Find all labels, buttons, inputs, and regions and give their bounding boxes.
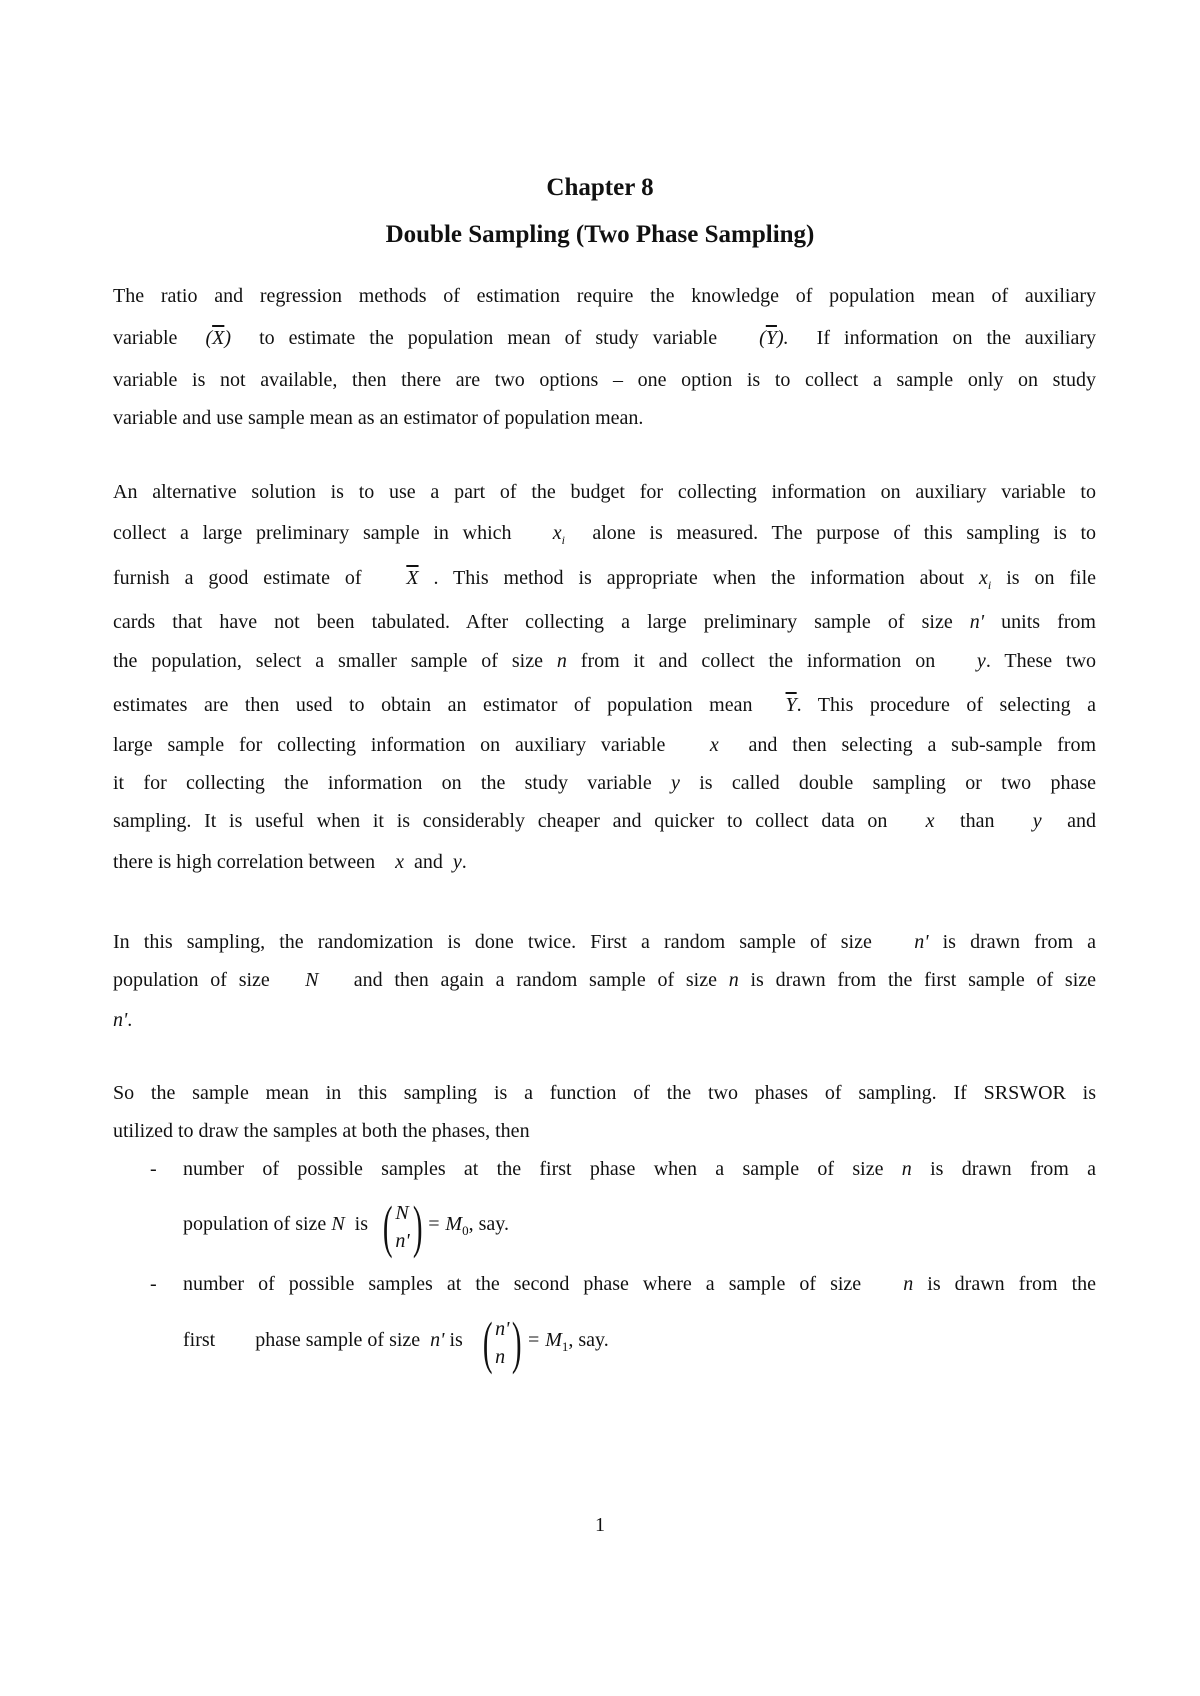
p4-line-1: So the sample mean in this sampling is a function of the two phases of sampling. If SRSWOR is [113, 1082, 1096, 1104]
p4-line-2: utilized to draw the samples at both the phases, then [113, 1120, 530, 1142]
p3-line-2: population of size N and then again a random sample of size n is drawn from the first sample of size [113, 969, 1097, 991]
binomial-coefficient: ( n' n ) [482, 1309, 522, 1375]
x-bar-symbol: $(\overline{X})$ [205, 327, 232, 349]
bullet-2-line-1: number of possible samples at the second phase where a sample of size n is drawn from the [183, 1273, 1097, 1295]
p2-line-9: sampling. It is useful when it is considerably cheaper and quicker to collect data on x than y and [113, 810, 1096, 832]
p1-line-3: variable is not available, then there are two options – one option is to collect a sample only on study [113, 369, 1096, 391]
p2-line-3: furnish a good estimate of $\overline{X}$ . This method is appropriate when the information about $x_i$ is on file [113, 567, 1097, 592]
y-bar-symbol: $(\overline{Y})$. [759, 327, 789, 349]
p2-line-1: An alternative solution is to use a part of the budget for collecting information on auxiliary variable to [113, 481, 1096, 503]
p1-line-2: variable $(\overline{X})$ to estimate the population mean of study variable $(\overline{Y})$. If information on the auxiliary [113, 327, 1097, 349]
bullet-1-line-1: number of possible samples at the first phase when a sample of size n is drawn from a [183, 1158, 1097, 1180]
bullet-2-line-2: first phase sample of size n' is ( n' n ) = $M_1$, say. [183, 1309, 609, 1375]
bullet-dash: - [150, 1273, 157, 1295]
p3-line-1: In this sampling, the randomization is done twice. First a random sample of size n' is drawn from a [113, 931, 1097, 953]
chapter-heading: Chapter 8 [546, 174, 654, 201]
p2-line-6: estimates are then used to obtain an estimator of population mean $\overline{Y}$. This procedure of selecting a [113, 694, 1097, 716]
p3-line-3: n'. [113, 1009, 133, 1031]
bullet-1-line-2: population of size N is ( N $n') = M_0$, say. [183, 1193, 509, 1259]
chapter-title: Double Sampling (Two Phase Sampling) [385, 221, 815, 248]
p2-line-2: collect a large preliminary sample in which $x_i$ alone is measured. The purpose of this sampling is to [113, 522, 1097, 547]
p1-line-1: The ratio and regression methods of estimation require the knowledge of population mean of auxiliary [113, 285, 1096, 307]
p2-line-5: the population, select a smaller sample of size n from it and collect the information on y. These two [113, 650, 1097, 672]
p2-line-4: cards that have not been tabulated. After collecting a large preliminary sample of size n' units from [113, 611, 1096, 633]
p2-line-8: it for collecting the information on the study variable y is called double sampling or two phase [113, 772, 1097, 794]
p2-line-10: there is high correlation between x and y. [113, 851, 467, 873]
p2-line-7: large sample for collecting information on auxiliary variable x and then selecting a sub-sample from [113, 734, 1097, 756]
p1-line-4: variable and use sample mean as an estimator of population mean. [113, 407, 644, 429]
binomial-coefficient: ( N n') [382, 1193, 423, 1259]
bullet-dash: - [150, 1158, 157, 1180]
page-number: 1 [595, 1514, 605, 1536]
